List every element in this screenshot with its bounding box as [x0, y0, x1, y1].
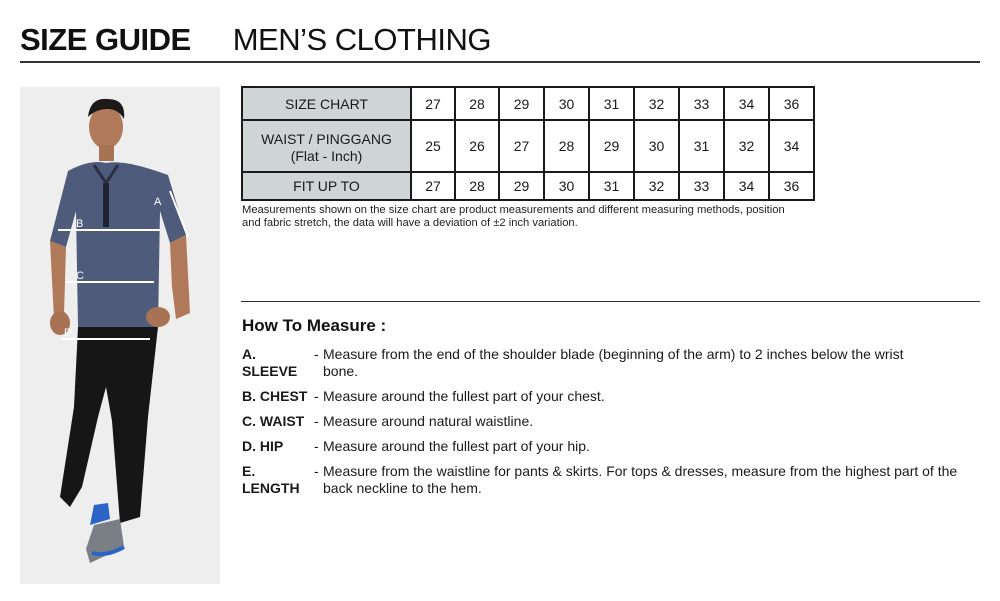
waist-cell: 29 [589, 120, 634, 172]
measure-item-chest [242, 388, 983, 405]
label-a: A [154, 196, 162, 208]
measure-desc: Measure around natural waistline. [323, 413, 534, 429]
measure-desc: Measure from the end of the shoulder blade (beginning of the arm) to 2 inches below the wrist bone. [323, 346, 904, 379]
fit-cell: 29 [499, 172, 544, 200]
fit-label: FIT UP TO [242, 172, 411, 200]
measure-key: A. SLEEVE [242, 346, 298, 379]
measurement-note: Measurements shown on the size chart are product measurements and different measuring methods, position and fabric stretch, the data will have a deviation of ±2 inch variation. [242, 204, 785, 229]
fit-cell: 28 [455, 172, 499, 200]
waist-cell: 27 [499, 120, 544, 172]
size-cell: 34 [724, 87, 769, 120]
waist-cell: 25 [411, 120, 455, 172]
fit-row [242, 172, 814, 200]
fit-cell: 36 [769, 172, 814, 200]
measure-dash: - [314, 388, 319, 404]
waist-cell: 34 [769, 120, 814, 172]
mens-clothing-title: MEN’S CLOTHING [232, 22, 491, 57]
page-header [20, 14, 491, 58]
fit-cell: 31 [589, 172, 634, 200]
waist-cell: 32 [724, 120, 769, 172]
waist-cell: 30 [634, 120, 679, 172]
measure-desc: Measure from the waistline for pants & skirts. For tops & dresses, measure from the highest part of the back neckline to the hem. [323, 463, 958, 496]
measure-dash: - [314, 463, 319, 479]
measure-desc: Measure around the fullest part of your chest. [323, 388, 605, 404]
fit-cell: 34 [724, 172, 769, 200]
measure-key: D. HIP [242, 438, 284, 454]
section-divider [241, 301, 980, 302]
measure-desc: Measure around the fullest part of your hip. [323, 438, 590, 454]
measure-dash: - [314, 438, 319, 454]
size-cell: 27 [411, 87, 455, 120]
size-chart-header-row [242, 87, 814, 120]
fit-cell: 33 [679, 172, 724, 200]
measure-key: E. LENGTH [242, 463, 300, 496]
model-photo [20, 87, 220, 584]
size-cell: 31 [589, 87, 634, 120]
size-cell: 32 [634, 87, 679, 120]
size-guide-title: SIZE GUIDE [20, 22, 191, 57]
measure-dash: - [314, 346, 319, 362]
header-divider [20, 61, 980, 63]
label-b: B [76, 218, 84, 230]
measure-item-hip [242, 438, 983, 455]
waist-label-line2: (Flat - Inch) [290, 147, 363, 164]
measure-key: C. WAIST [242, 413, 305, 429]
waist-cell: 28 [544, 120, 589, 172]
size-cell: 28 [455, 87, 499, 120]
label-c: C [76, 270, 84, 282]
waist-label-line1: WAIST / PINGGANG [261, 130, 392, 147]
measure-item-sleeve [242, 346, 923, 380]
size-cell: 36 [769, 87, 814, 120]
size-cell: 30 [544, 87, 589, 120]
size-chart-table [241, 86, 815, 201]
waist-row [242, 120, 814, 172]
label-d: D [64, 327, 72, 339]
waist-cell: 26 [455, 120, 499, 172]
measure-key: B. CHEST [242, 388, 308, 404]
fit-cell: 30 [544, 172, 589, 200]
measure-item-waist [242, 413, 983, 430]
how-to-measure-title: How To Measure : [242, 316, 387, 335]
fit-cell: 32 [634, 172, 679, 200]
size-cell: 33 [679, 87, 724, 120]
size-chart-label: SIZE CHART [242, 87, 411, 120]
measure-dash: - [314, 413, 319, 429]
waist-cell: 31 [679, 120, 724, 172]
measure-item-length [242, 463, 983, 497]
fit-cell: 27 [411, 172, 455, 200]
waist-label [242, 120, 411, 172]
size-cell: 29 [499, 87, 544, 120]
